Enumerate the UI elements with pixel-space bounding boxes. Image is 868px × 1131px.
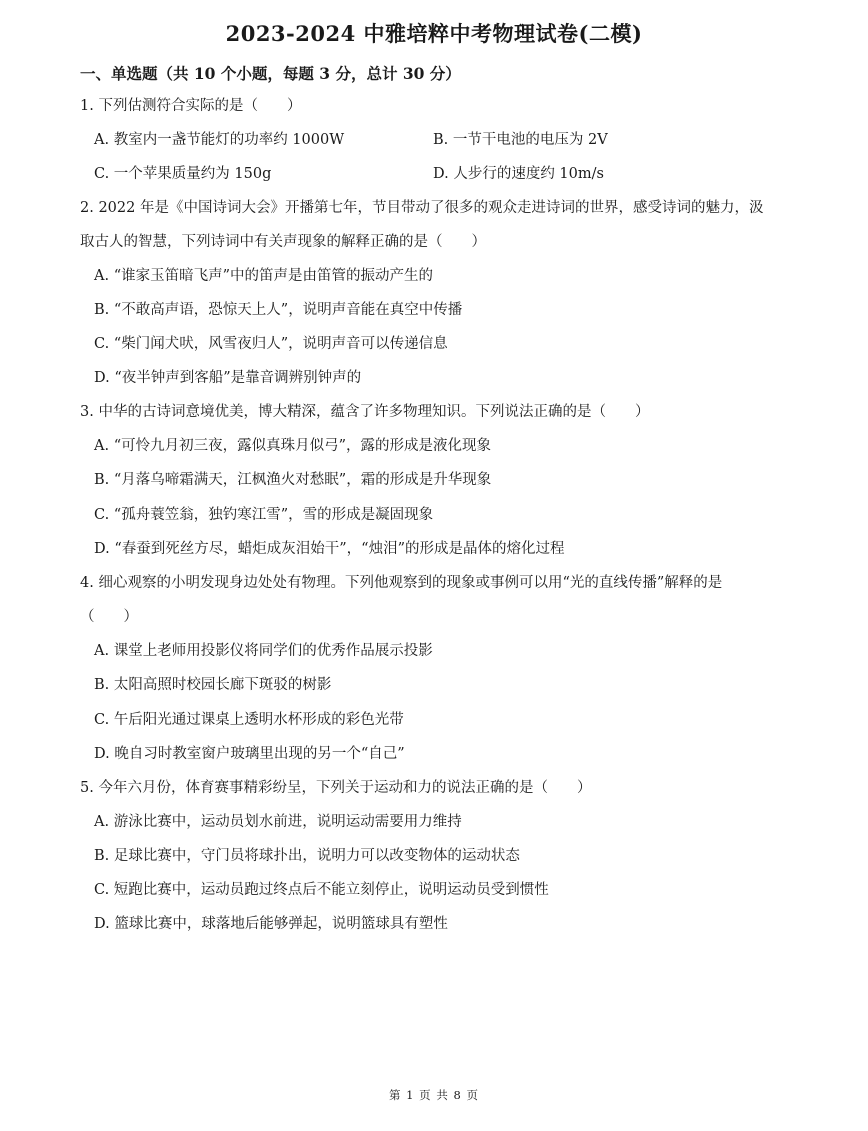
question-1-option-a: A. 教室内一盏节能灯的功率约 1000W xyxy=(94,132,345,148)
question-4-option-a: A. 课堂上老师用投影仪将同学们的优秀作品展示投影 xyxy=(94,643,433,659)
question-4-option-b: B. 太阳高照时校园长廊下斑驳的树影 xyxy=(94,677,332,693)
question-5-option-a: A. 游泳比赛中，运动员划水前进，说明运动需要用力维持 xyxy=(94,814,462,830)
question-2-option-c: C. “柴门闻犬吠，风雪夜归人”，说明声音可以传递信息 xyxy=(94,336,448,352)
question-3-stem: 3. 中华的古诗词意境优美，博大精深，蕴含了许多物理知识。下列说法正确的是（ ） xyxy=(80,404,650,420)
question-2-option-a: A. “谁家玉笛暗飞声”中的笛声是由笛管的振动产生的 xyxy=(94,268,434,284)
question-1-option-c: C. 一个苹果质量约为 150g xyxy=(94,166,272,182)
question-5-option-c: C. 短跑比赛中，运动员跑过终点后不能立刻停止，说明运动员受到惯性 xyxy=(94,882,549,898)
question-3-option-a: A. “可怜九月初三夜，露似真珠月似弓”，露的形成是液化现象 xyxy=(94,438,492,454)
question-1-option-b: B. 一节干电池的电压为 2V xyxy=(433,132,608,148)
question-4-stem-line-2: （ ） xyxy=(80,609,138,625)
question-2-option-d: D. “夜半钟声到客船”是靠音调辨别钟声的 xyxy=(94,370,362,386)
question-2-stem-line-1: 2. 2022 年是《中国诗词大会》开播第七年，节目带动了很多的观众走进诗词的世界，感受诗词的魅力，汲 xyxy=(80,200,764,216)
question-2-option-b: B. “不敢高声语，恐惊天上人”，说明声音能在真空中传播 xyxy=(94,302,463,318)
question-4-stem-line-1: 4. 细心观察的小明发现身边处处有物理。下列他观察到的现象或事例可以用“光的直线传播”解释的是 xyxy=(80,575,723,591)
page-title: 2023-2024 中雅培粹中考物理试卷(二模) xyxy=(225,21,643,46)
question-1-stem: 1. 下列估测符合实际的是（ ） xyxy=(80,98,302,114)
question-4-option-c: C. 午后阳光通过课桌上透明水杯形成的彩色光带 xyxy=(94,712,404,728)
question-2-stem-line-2: 取古人的智慧，下列诗词中有关声现象的解释正确的是（ ） xyxy=(80,234,486,250)
question-3-option-b: B. “月落乌啼霜满天，江枫渔火对愁眠”，霜的形成是升华现象 xyxy=(94,472,492,488)
question-5-option-b: B. 足球比赛中，守门员将球扑出，说明力可以改变物体的运动状态 xyxy=(94,848,520,864)
question-4-option-d: D. 晚自习时教室窗户玻璃里出现的另一个“自己” xyxy=(94,746,405,762)
page-footer: 第 1 页 共 8 页 xyxy=(389,1088,479,1102)
question-5-option-d: D. 篮球比赛中，球落地后能够弹起，说明篮球具有塑性 xyxy=(94,916,448,932)
section-heading: 一、单选题（共 10 个小题，每题 3 分，总计 30 分） xyxy=(80,64,461,83)
question-3-option-c: C. “孤舟蓑笠翁，独钓寒江雪”，雪的形成是凝固现象 xyxy=(94,507,434,523)
question-3-option-d: D. “春蚕到死丝方尽，蜡炬成灰泪始干”，“烛泪”的形成是晶体的熔化过程 xyxy=(94,541,565,557)
question-1-option-d: D. 人步行的速度约 10m/s xyxy=(433,166,604,182)
question-5-stem: 5. 今年六月份，体育赛事精彩纷呈，下列关于运动和力的说法正确的是（ ） xyxy=(80,780,592,796)
